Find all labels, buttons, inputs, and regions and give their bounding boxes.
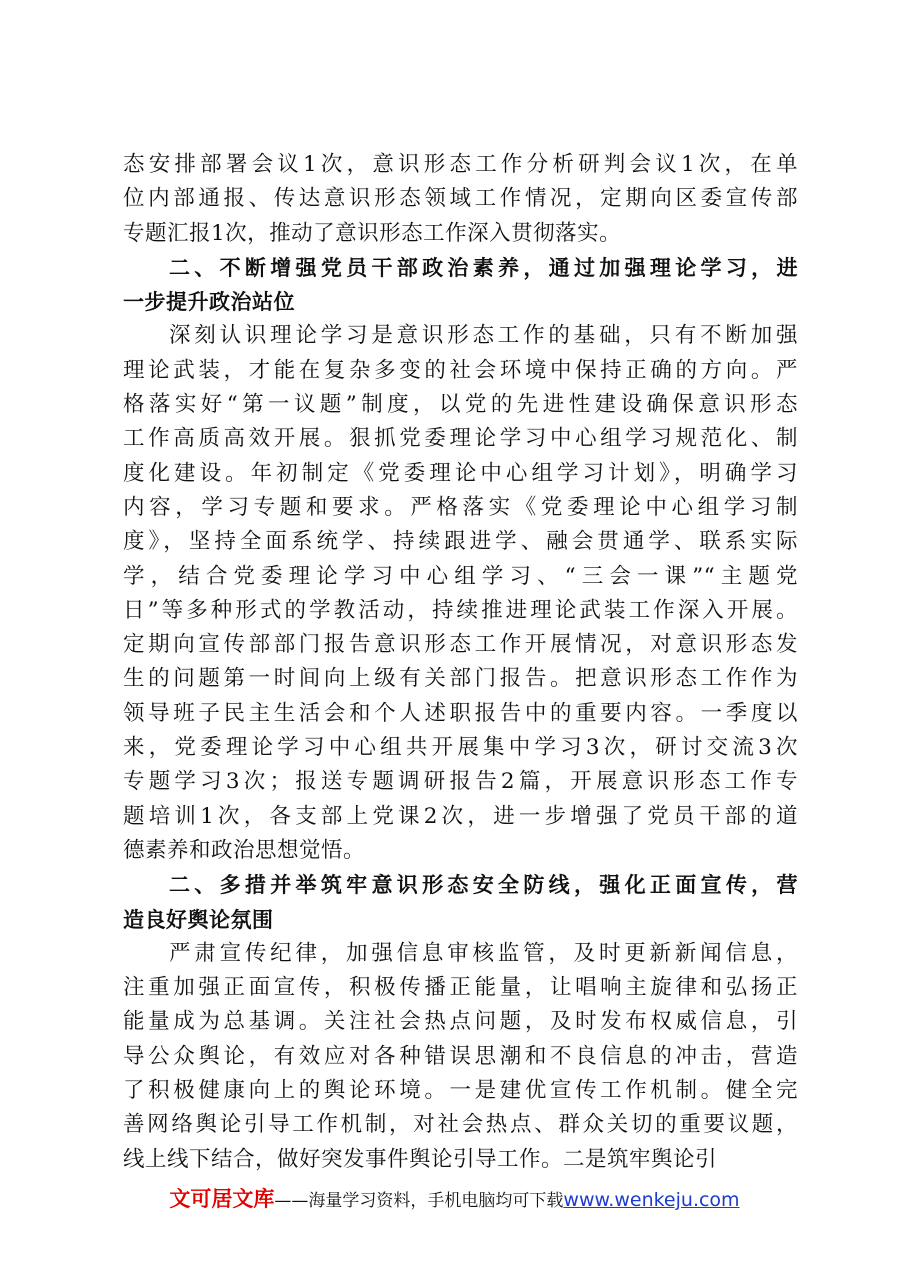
text-line: 善网络舆论引导工作机制，对社会热点、群众关切的重要议题，	[123, 1112, 798, 1138]
text-line: 线上线下结合，做好突发事件舆论引导工作。二是筑牢舆论引	[123, 1146, 718, 1172]
text-line: 学，结合党委理论学习中心组学习、“三会一课”“主题党	[123, 563, 798, 589]
text-line: 位内部通报、传达意识形态领域工作情况，定期向区委宣传部	[123, 186, 798, 212]
text-line: 严肃宣传纪律，加强信息审核监管，及时更新新闻信息，	[169, 940, 798, 966]
section-heading	[123, 868, 798, 937]
heading-line: 造良好舆论氛围	[123, 907, 274, 932]
text-line: 导公众舆论，有效应对各种错误思潮和不良信息的冲击，营造	[123, 1043, 798, 1069]
body-paragraph	[123, 319, 798, 868]
text-line: 了积极健康向上的舆论环境。一是建优宣传工作机制。健全完	[123, 1078, 798, 1104]
footer-brand: 文可居文库	[169, 1187, 275, 1211]
text-line: 专题学习3次；报送专题调研报告2篇，开展意识形态工作专	[123, 769, 798, 795]
text-line: 定期向宣传部部门报告意识形态工作开展情况，对意识形态发	[123, 632, 798, 658]
text-line: 日”等多种形式的学教活动，持续推进理论武装工作深入开展。	[123, 597, 798, 623]
body-paragraph	[123, 148, 798, 251]
text-line: 态安排部署会议1次，意识形态工作分析研判会议1次，在单	[123, 152, 798, 177]
text-line: 格落实好“第一议题”制度，以党的先进性建设确保意识形态	[123, 392, 798, 418]
text-line: 领导班子民主生活会和个人述职报告中的重要内容。一季度以	[123, 700, 798, 726]
heading-line: 一步提升政治站位	[123, 290, 295, 315]
text-line: 度》，坚持全面系统学、持续跟进学、融会贯通学、联系实际	[123, 529, 798, 555]
section-heading	[123, 251, 798, 320]
text-line: 生的问题第一时间向上级有关部门报告。把意识形态工作作为	[123, 666, 798, 692]
text-line: 内容，学习专题和要求。严格落实《党委理论中心组学习制	[123, 494, 798, 520]
text-line: 工作高质高效开展。狠抓党委理论学习中心组学习规范化、制	[123, 426, 798, 452]
text-line: 理论武装，才能在复杂多变的社会环境中保持正确的方向。严	[123, 357, 798, 383]
text-line: 题培训1次，各支部上党课2次，进一步增强了党员干部的道	[123, 803, 798, 829]
text-line: 度化建设。年初制定《党委理论中心组学习计划》，明确学习	[123, 460, 798, 486]
text-line: 来，党委理论学习中心组共开展集中学习3次，研讨交流3次	[123, 735, 798, 761]
footer-banner	[0, 1183, 909, 1213]
heading-line: 二、多措并举筑牢意识形态安全防线，强化正面宣传，营	[169, 873, 798, 898]
footer-url-link[interactable]: www.wenkeju.com	[563, 1189, 740, 1211]
text-line: 专题汇报1次，推动了意识形态工作深入贯彻落实。	[123, 220, 622, 246]
text-line: 能量成为总基调。关注社会热点问题，及时发布权威信息，引	[123, 1009, 798, 1035]
footer-tagline: ——海量学习资料，手机电脑均可下载	[274, 1191, 564, 1211]
body-paragraph	[123, 937, 798, 1177]
heading-line: 二、不断增强党员干部政治素养，通过加强理论学习，进	[169, 255, 798, 280]
text-line: 注重加强正面宣传，积极传播正能量，让唱响主旋律和弘扬正	[123, 975, 798, 1001]
text-line: 德素养和政治思想觉悟。	[123, 837, 366, 863]
text-line: 深刻认识理论学习是意识形态工作的基础，只有不断加强	[169, 323, 798, 349]
document-body	[123, 148, 798, 1177]
